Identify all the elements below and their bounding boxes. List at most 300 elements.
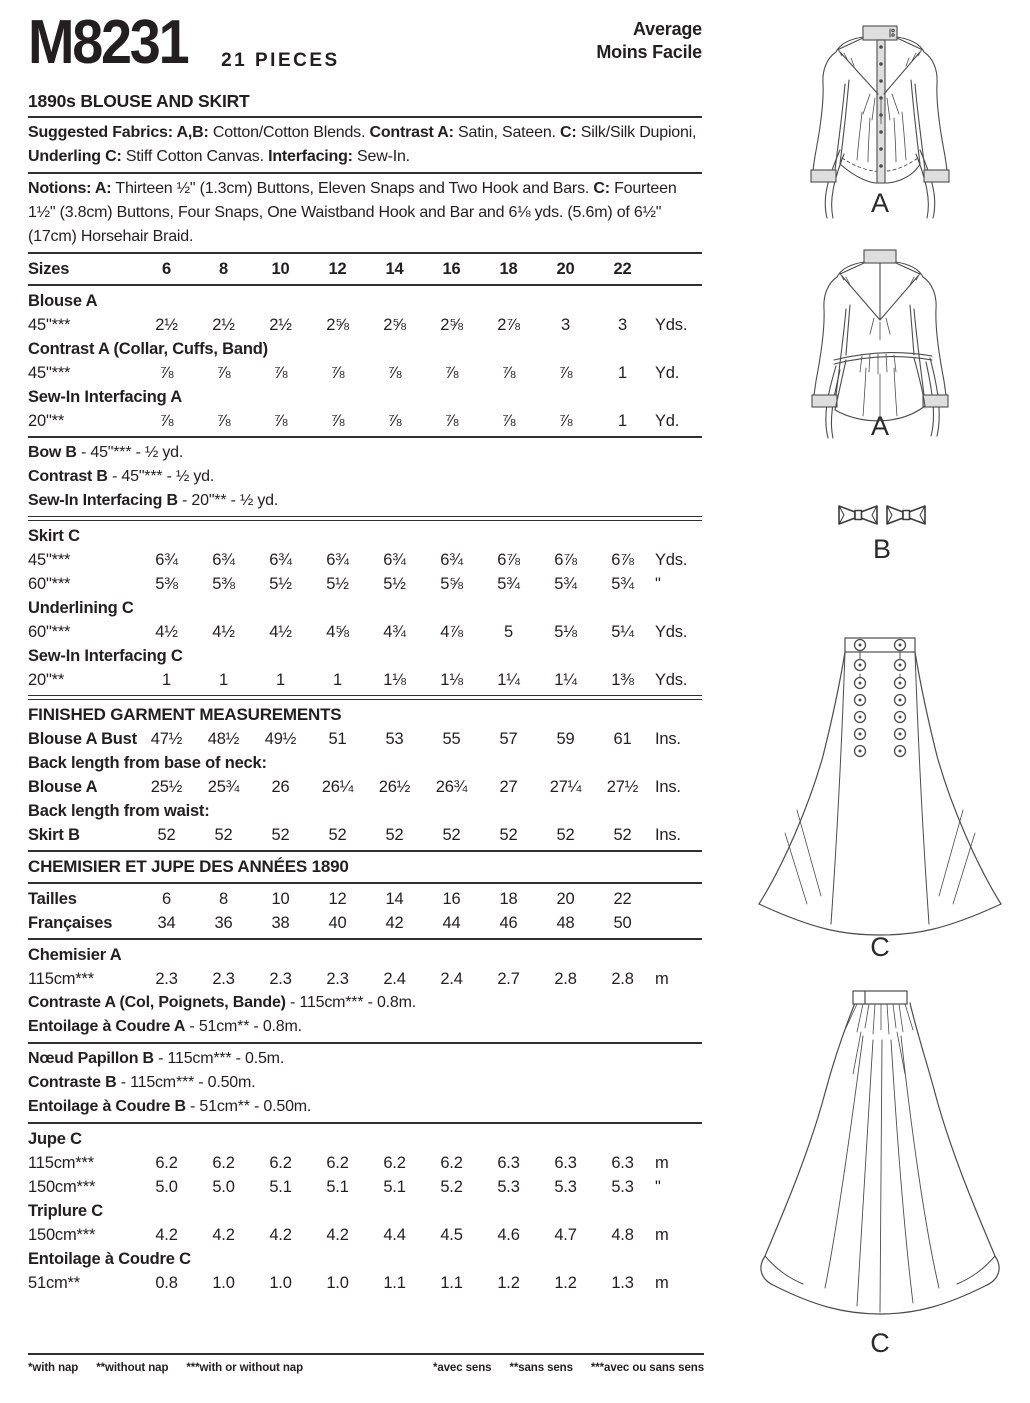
yardage-value: 6¾: [155, 550, 178, 569]
yardage-value: 18: [499, 889, 518, 908]
yardage-value: 25½: [150, 777, 183, 796]
row-label: 20"**: [28, 670, 65, 689]
yardage-value: 5.1: [383, 1177, 406, 1196]
header: [28, 8, 702, 77]
yardage-value: 6¾: [212, 550, 235, 569]
yardage-value: 4.2: [269, 1225, 292, 1244]
yardage-value: 4.2: [155, 1225, 178, 1244]
yardage-value: 52: [214, 825, 233, 844]
table-row: [28, 257, 702, 281]
yardage-value: 5½: [383, 574, 406, 593]
yardage-value: 52: [328, 825, 347, 844]
yardage-value: 2.3: [326, 969, 349, 988]
divider: [28, 436, 702, 438]
text-segment: Nœud Papillon B: [28, 1049, 154, 1067]
yardage-value: ⅞: [558, 411, 573, 430]
yardage-value: 47½: [150, 729, 183, 748]
yardage-value: 1.2: [497, 1273, 520, 1292]
footnote: **without nap: [96, 1362, 169, 1374]
divider: [28, 172, 702, 174]
row-label: 115cm***: [28, 1153, 94, 1172]
text-line: [28, 1071, 702, 1095]
text-segment: Notions: A:: [28, 179, 112, 197]
row-label: 45"***: [28, 315, 71, 334]
yardage-value: 1.0: [269, 1273, 292, 1292]
divider: [28, 252, 702, 254]
row-label: 60"***: [28, 622, 71, 641]
yardage-value: 6¾: [383, 550, 406, 569]
yardage-value: 3: [618, 315, 627, 334]
yardage-value: 6.3: [554, 1153, 577, 1172]
unit-label: Yds.: [655, 670, 688, 689]
table-row: [28, 1151, 702, 1175]
unit-label: Yds.: [655, 622, 688, 641]
yardage-value: 6⅞: [554, 550, 577, 569]
yardage-value: 4⅝: [326, 622, 349, 641]
table-row: [28, 361, 702, 385]
table-row: [28, 911, 702, 935]
yardage-value: 1⅜: [611, 670, 634, 689]
text-segment: Bow B: [28, 443, 77, 461]
text-segment: - 115cm*** - 0.8m.: [285, 993, 416, 1011]
yardage-value: 5¾: [611, 574, 634, 593]
yardage-value: 6.3: [611, 1153, 634, 1172]
yardage-value: ⅞: [216, 363, 231, 382]
yardage-value: 22: [613, 889, 632, 908]
row-group-label: Jupe C: [28, 1129, 82, 1148]
yardage-value: 1⅛: [383, 670, 406, 689]
yardage-value: 6: [162, 259, 171, 278]
yardage-value: 46: [499, 913, 518, 932]
table-row: [28, 1175, 702, 1199]
table-row: [28, 572, 702, 596]
yardage-value: 38: [271, 913, 290, 932]
text-segment: - 115cm*** - 0.5m.: [153, 1049, 285, 1067]
row-group-label: Sew-In Interfacing C: [28, 646, 183, 665]
yardage-value: 5⅛: [554, 622, 577, 641]
pieces-count: 21 PIECES: [221, 50, 340, 71]
unit-label: m: [655, 1153, 669, 1172]
text-segment: Stiff Cotton Canvas.: [121, 147, 269, 165]
row-label: 150cm***: [28, 1225, 96, 1244]
yardage-value: 5½: [269, 574, 292, 593]
table-row: [28, 620, 702, 644]
yardage-value: 26¼: [321, 777, 354, 796]
divider: [28, 516, 702, 521]
text-line: [28, 991, 702, 1015]
yardage-value: 4½: [212, 622, 235, 641]
text-segment: Contrast A:: [369, 123, 454, 141]
divider: [28, 116, 702, 118]
yardage-value: 8: [219, 259, 228, 278]
yardage-value: 4.6: [497, 1225, 520, 1244]
row-label: 20"**: [28, 411, 65, 430]
yardage-value: 1¼: [554, 670, 577, 689]
difficulty-en: Average: [633, 19, 702, 39]
yardage-value: 2.3: [212, 969, 235, 988]
table-row: [28, 775, 702, 799]
yardage-value: 2½: [155, 315, 178, 334]
unit-label: m: [655, 1273, 669, 1292]
yardage-value: 20: [556, 889, 575, 908]
row-group-label: Back length from waist:: [28, 801, 210, 820]
text-segment: - 45"*** - ½ yd.: [107, 467, 215, 485]
yardage-value: 12: [328, 259, 347, 278]
text-segment: Suggested Fabrics: A,B:: [28, 123, 209, 141]
yardage-value: 6⅞: [611, 550, 634, 569]
row-label: 150cm***: [28, 1177, 96, 1196]
text-segment: - 20"** - ½ yd.: [177, 491, 279, 509]
text-segment: Contraste B: [28, 1073, 117, 1091]
yardage-value: 49½: [264, 729, 297, 748]
yardage-value: 2.4: [440, 969, 463, 988]
row-group-label: Blouse A: [28, 291, 98, 310]
text-segment: Interfacing:: [268, 147, 353, 165]
yardage-value: ⅞: [444, 363, 459, 382]
yardage-value: 5.0: [212, 1177, 235, 1196]
yardage-value: 2.7: [497, 969, 520, 988]
row-label: 45"***: [28, 550, 71, 569]
yardage-value: 10: [271, 889, 290, 908]
yardage-value: 6.2: [155, 1153, 178, 1172]
section-heading: CHEMISIER ET JUPE DES ANNÉES 1890: [28, 856, 349, 876]
yardage-value: 27½: [606, 777, 639, 796]
yardage-value: 52: [271, 825, 290, 844]
unit-label: [651, 887, 702, 911]
difficulty-fr: Moins Facile: [596, 41, 702, 62]
yardage-value: ⅞: [159, 363, 174, 382]
yardage-value: 5⅜: [155, 574, 178, 593]
unit-label: Ins.: [655, 729, 681, 748]
footnote-row: [28, 1362, 704, 1374]
yardage-value: 52: [613, 825, 632, 844]
text-segment: Contrast B: [28, 467, 108, 485]
skirt-c-front-illustration: [745, 628, 1015, 938]
text-segment: Entoilage à Coudre B: [28, 1097, 186, 1115]
yardage-value: 1.1: [383, 1273, 406, 1292]
bow-b-illustration: [836, 502, 928, 528]
row-group-label: Back length from base of neck:: [28, 753, 267, 772]
yardage-value: 52: [385, 825, 404, 844]
text-line: [28, 1095, 702, 1119]
row-label: 45"***: [28, 363, 71, 382]
skirt-c-back-line-art: [745, 988, 1015, 1323]
yardage-value: ⅞: [558, 363, 573, 382]
footnote: *avec sens: [432, 1362, 492, 1374]
yardage-value: ⅞: [387, 411, 402, 430]
yardage-value: 59: [556, 729, 575, 748]
yardage-value: 0.8: [155, 1273, 178, 1292]
yardage-value: 5¾: [554, 574, 577, 593]
text-segment: Entoilage à Coudre A: [28, 1017, 186, 1035]
yardage-value: 2.8: [611, 969, 634, 988]
yardage-value: 57: [499, 729, 518, 748]
text-segment: - 51cm** - 0.50m.: [185, 1097, 312, 1115]
yardage-value: 52: [442, 825, 461, 844]
yardage-value: ⅞: [330, 411, 345, 430]
row-group-label: Underlining C: [28, 598, 134, 617]
yardage-value: 1: [618, 411, 627, 430]
yardage-value: 2⅞: [497, 315, 520, 334]
yardage-value: 6.2: [440, 1153, 463, 1172]
unit-label: m: [655, 969, 669, 988]
yardage-value: 5: [504, 622, 513, 641]
table-row: [28, 1223, 702, 1247]
yardage-value: 5.1: [269, 1177, 292, 1196]
yardage-value: 4.2: [326, 1225, 349, 1244]
difficulty-rating: [596, 18, 702, 63]
unit-label: Yd.: [655, 363, 680, 382]
yardage-value: 5¼: [611, 622, 634, 641]
row-group-label: Entoilage à Coudre C: [28, 1249, 191, 1268]
table-row: [28, 1271, 702, 1295]
yardage-value: 2⅝: [326, 315, 349, 334]
yardage-value: 16: [442, 889, 461, 908]
yardage-value: 34: [157, 913, 176, 932]
unit-label: ": [655, 574, 661, 593]
divider: [28, 850, 702, 852]
section-heading: FINISHED GARMENT MEASUREMENTS: [28, 704, 342, 724]
yardage-value: 5⅝: [440, 574, 463, 593]
text-segment: Cotton/Cotton Blends.: [208, 123, 370, 141]
yardage-value: 4.4: [383, 1225, 406, 1244]
text-segment: Fourteen 1½" (3.8cm) Buttons, Four Snaps, One Waistband Hook and Bar and 6⅛ yds. (5.6m) of 6½" (17cm) Horsehair Braid.: [28, 179, 677, 245]
yardage-value: 1⅛: [440, 670, 463, 689]
yardage-value: 1: [618, 363, 627, 382]
yardage-value: 55: [442, 729, 461, 748]
yardage-value: ⅞: [216, 411, 231, 430]
yardage-value: 6.2: [212, 1153, 235, 1172]
yardage-value: 5⅜: [212, 574, 235, 593]
skirt-c-back-illustration: [745, 988, 1015, 1323]
yardage-value: 4½: [269, 622, 292, 641]
yardage-value: 5.2: [440, 1177, 463, 1196]
yardage-value: 1.0: [326, 1273, 349, 1292]
yardage-value: 6¾: [440, 550, 463, 569]
row-group-label: Contrast A (Collar, Cuffs, Band): [28, 339, 268, 358]
yardage-value: 6⅞: [497, 550, 520, 569]
table-row: [28, 548, 702, 572]
row-label: Blouse A Bust: [28, 729, 137, 748]
yardage-value: 1.0: [212, 1273, 235, 1292]
yardage-value: 6.2: [326, 1153, 349, 1172]
text-line: [28, 441, 702, 465]
skirt-c-front-line-art: [745, 628, 1015, 938]
yardage-value: 2⅝: [440, 315, 463, 334]
footnotes-french: [433, 1362, 704, 1374]
yardage-value: 4¾: [383, 622, 406, 641]
yardage-value: 6.3: [497, 1153, 520, 1172]
yardage-value: 27¼: [549, 777, 582, 796]
view-label-bow: B: [872, 534, 891, 564]
yardage-value: 42: [385, 913, 404, 932]
yardage-value: 48½: [207, 729, 240, 748]
divider: [28, 1122, 702, 1124]
view-label-skirt-back: C: [870, 1328, 890, 1358]
row-label: Blouse A: [28, 777, 98, 796]
yardage-value: 1.3: [611, 1273, 634, 1292]
yardage-value: 5.1: [326, 1177, 349, 1196]
yardage-value: 1.1: [440, 1273, 463, 1292]
text-segment: Underling C:: [28, 147, 122, 165]
unit-label: Yds.: [655, 550, 688, 569]
yardage-value: 1: [162, 670, 171, 689]
yardage-value: 4.8: [611, 1225, 634, 1244]
row-label: Tailles: [28, 889, 77, 908]
yardage-value: 1: [219, 670, 228, 689]
text-segment: Thirteen ½" (1.3cm) Buttons, Eleven Snaps and Two Hook and Bars.: [111, 179, 594, 197]
yardage-value: 2.8: [554, 969, 577, 988]
yardage-value: 1: [333, 670, 342, 689]
divider: [28, 1042, 702, 1044]
yardage-value: 5.3: [611, 1177, 634, 1196]
yardage-value: 14: [385, 259, 404, 278]
table-row: [28, 313, 702, 337]
yardage-value: 10: [271, 259, 290, 278]
yardage-value: 27: [499, 777, 518, 796]
text-line: [28, 121, 702, 169]
row-group-label: Skirt C: [28, 526, 80, 545]
divider: [28, 284, 702, 286]
yardage-value: 25¾: [207, 777, 240, 796]
table-row: [28, 727, 702, 751]
divider: [28, 695, 702, 700]
footnotes-english: [28, 1362, 303, 1374]
yardage-value: 2⅝: [383, 315, 406, 334]
footnote: ***avec ou sans sens: [590, 1362, 704, 1374]
text-segment: C:: [593, 179, 610, 197]
yardage-value: 26½: [378, 777, 411, 796]
yardage-value: 48: [556, 913, 575, 932]
text-line: [28, 177, 702, 249]
yardage-value: 6.2: [269, 1153, 292, 1172]
yardage-value: 51: [328, 729, 347, 748]
text-segment: - 51cm** - 0.8m.: [185, 1017, 302, 1035]
text-segment: Satin, Sateen.: [453, 123, 561, 141]
yardage-value: 22: [613, 259, 632, 278]
text-line: [28, 1047, 702, 1071]
table-row: [28, 887, 702, 911]
yardage-value: 16: [442, 259, 461, 278]
yardage-value: ⅞: [501, 411, 516, 430]
row-label: Sizes: [28, 259, 70, 278]
row-label: 51cm**: [28, 1273, 80, 1292]
pattern-number: M8231: [28, 8, 188, 77]
yardage-value: 5.0: [155, 1177, 178, 1196]
text-segment: Sew-In.: [352, 147, 410, 165]
row-group-label: Chemisier A: [28, 945, 122, 964]
unit-label: [651, 911, 702, 935]
spec-column: [28, 8, 702, 1295]
yardage-value: 36: [214, 913, 233, 932]
unit-label: Ins.: [655, 825, 681, 844]
yardage-value: 53: [385, 729, 404, 748]
yardage-value: 4½: [155, 622, 178, 641]
yardage-value: 5.3: [497, 1177, 520, 1196]
yardage-value: 5.3: [554, 1177, 577, 1196]
yardage-value: 6¾: [326, 550, 349, 569]
yardage-value: 2.4: [383, 969, 406, 988]
text-segment: - 115cm*** - 0.50m.: [116, 1073, 256, 1091]
yardage-value: 44: [442, 913, 461, 932]
yardage-value: 6.2: [383, 1153, 406, 1172]
yardage-value: 4.2: [212, 1225, 235, 1244]
view-label-blouse-back: A: [870, 411, 889, 441]
yardage-value: 5¾: [497, 574, 520, 593]
view-label-skirt-front: C: [870, 932, 890, 962]
footnotes: [28, 1350, 704, 1374]
yardage-value: 8: [219, 889, 228, 908]
yardage-value: 26¾: [435, 777, 468, 796]
yardage-value: ⅞: [387, 363, 402, 382]
row-label: 115cm***: [28, 969, 94, 988]
unit-label: m: [655, 1225, 669, 1244]
row-label: Skirt B: [28, 825, 80, 844]
yardage-value: 3: [561, 315, 570, 334]
yardage-value: 6: [162, 889, 171, 908]
yardage-value: ⅞: [273, 363, 288, 382]
text-line: [28, 489, 702, 513]
bow-b-line-art: [836, 502, 928, 528]
yardage-value: 2½: [269, 315, 292, 334]
row-group-label: Triplure C: [28, 1201, 104, 1220]
unit-label: ": [655, 1177, 661, 1196]
yardage-value: 1.2: [554, 1273, 577, 1292]
text-segment: - 45"*** - ½ yd.: [76, 443, 184, 461]
view-label-blouse-front: A: [870, 188, 889, 218]
unit-label: [651, 257, 702, 281]
divider: [28, 1353, 704, 1355]
yardage-value: ⅞: [444, 411, 459, 430]
yardage-value: 40: [328, 913, 347, 932]
section-heading: 1890s BLOUSE AND SKIRT: [28, 90, 250, 111]
yardage-value: ⅞: [273, 411, 288, 430]
unit-label: Yds.: [655, 315, 688, 334]
table-row: [28, 823, 702, 847]
table-row: [28, 409, 702, 433]
yardage-value: 52: [499, 825, 518, 844]
yardage-value: 1¼: [497, 670, 520, 689]
text-segment: Sew-In Interfacing B: [28, 491, 178, 509]
yardage-value: 4.7: [554, 1225, 577, 1244]
footnote: **sans sens: [509, 1362, 573, 1374]
unit-label: Yd.: [655, 411, 680, 430]
yardage-value: ⅞: [159, 411, 174, 430]
divider: [28, 938, 702, 940]
footnote: ***with or without nap: [186, 1362, 304, 1374]
yardage-value: 14: [385, 889, 404, 908]
text-segment: Contraste A (Col, Poignets, Bande): [28, 993, 286, 1011]
yardage-value: 4⅞: [440, 622, 463, 641]
yardage-value: 20: [556, 259, 575, 278]
yardage-value: 2.3: [155, 969, 178, 988]
yardage-value: 5½: [326, 574, 349, 593]
table-row: [28, 668, 702, 692]
yardage-value: 12: [328, 889, 347, 908]
row-label: 60"***: [28, 574, 71, 593]
divider: [28, 882, 702, 884]
row-label: Françaises: [28, 913, 113, 932]
footnote: *with nap: [28, 1362, 79, 1374]
yardage-value: 52: [157, 825, 176, 844]
yardage-value: 6¾: [269, 550, 292, 569]
text-line: [28, 465, 702, 489]
yardage-value: 26: [271, 777, 290, 796]
yardage-value: 4.5: [440, 1225, 463, 1244]
yardage-value: 2½: [212, 315, 235, 334]
text-segment: C:: [560, 123, 577, 141]
table-row: [28, 967, 702, 991]
